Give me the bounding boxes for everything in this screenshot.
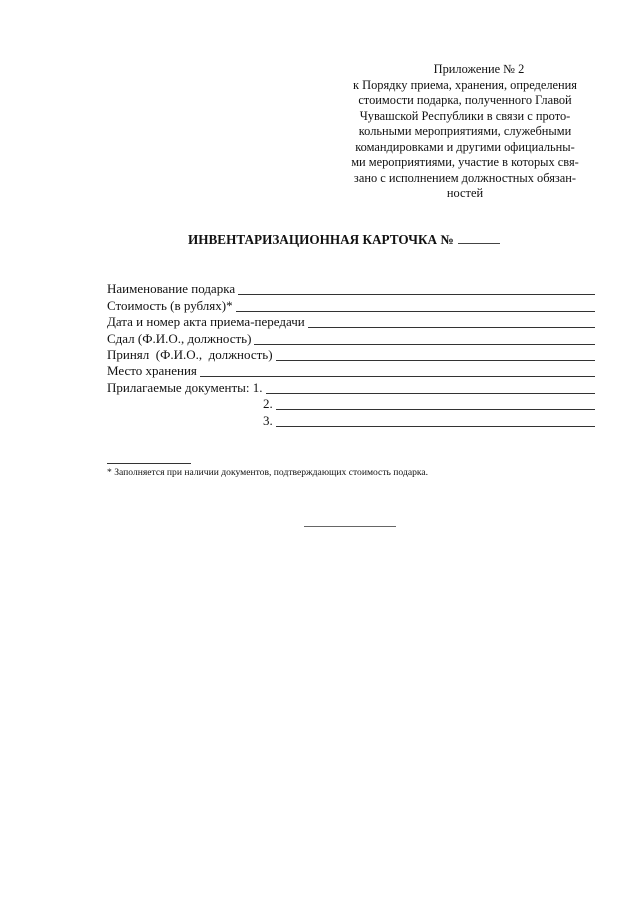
handed-row (107, 330, 595, 346)
appendix-line: зано с исполнением должностных обязан- (353, 170, 577, 185)
appendix-line: ностей (446, 186, 484, 200)
card-number-blank[interactable] (458, 242, 500, 244)
doc-2-field[interactable] (276, 397, 595, 410)
footnote-text: * Заполняется при наличии документов, подтверждающих стоимость подарка. (107, 467, 429, 478)
docs-row-1 (107, 379, 595, 395)
received-label: Принял (Ф.И.О., должность) (107, 346, 273, 362)
gift-name-field[interactable] (238, 282, 595, 295)
footnote-divider (107, 463, 191, 464)
handed-label: Сдал (Ф.И.О., должность) (107, 330, 252, 346)
appendix-line: стоимости подарка, полученного Главой (358, 93, 572, 107)
docs-row-3 (107, 412, 595, 428)
cost-row (107, 297, 595, 313)
gift-name-row (107, 281, 595, 297)
cost-label: Стоимость (в рублях)* (107, 297, 233, 313)
docs-row-2 (107, 396, 595, 412)
doc-1-field[interactable] (266, 381, 595, 394)
end-divider (304, 526, 396, 527)
appendix-block (334, 62, 596, 202)
act-field[interactable] (308, 315, 595, 328)
gift-name-label: Наименование подарка (107, 281, 236, 297)
docs-label: Прилагаемые документы: 1. (107, 379, 263, 395)
doc-3-label: 3. (263, 412, 273, 428)
doc-2-label: 2. (263, 396, 273, 412)
inventory-form (107, 281, 595, 429)
storage-field[interactable] (200, 364, 595, 377)
appendix-title: Приложение № 2 (433, 62, 525, 76)
received-field[interactable] (276, 348, 595, 361)
storage-label: Место хранения (107, 363, 197, 379)
card-title-row (188, 232, 500, 248)
received-row (107, 347, 595, 363)
appendix-line: командировками и другими официальны- (355, 139, 575, 154)
appendix-text (334, 78, 596, 202)
act-label: Дата и номер акта приема-передачи (107, 314, 305, 330)
act-row (107, 314, 595, 330)
storage-row (107, 363, 595, 379)
appendix-line: Чувашской Республики в связи с прото- (359, 108, 571, 123)
appendix-line: ми мероприятиями, участие в которых свя- (351, 155, 579, 169)
appendix-line: к Порядку приема, хранения, определения (353, 77, 577, 92)
cost-field[interactable] (236, 299, 595, 312)
handed-field[interactable] (254, 332, 595, 345)
appendix-line: кольными мероприятиями, служебными (358, 124, 572, 138)
doc-3-field[interactable] (276, 414, 595, 427)
card-title: ИНВЕНТАРИЗАЦИОННАЯ КАРТОЧКА № (188, 232, 454, 247)
